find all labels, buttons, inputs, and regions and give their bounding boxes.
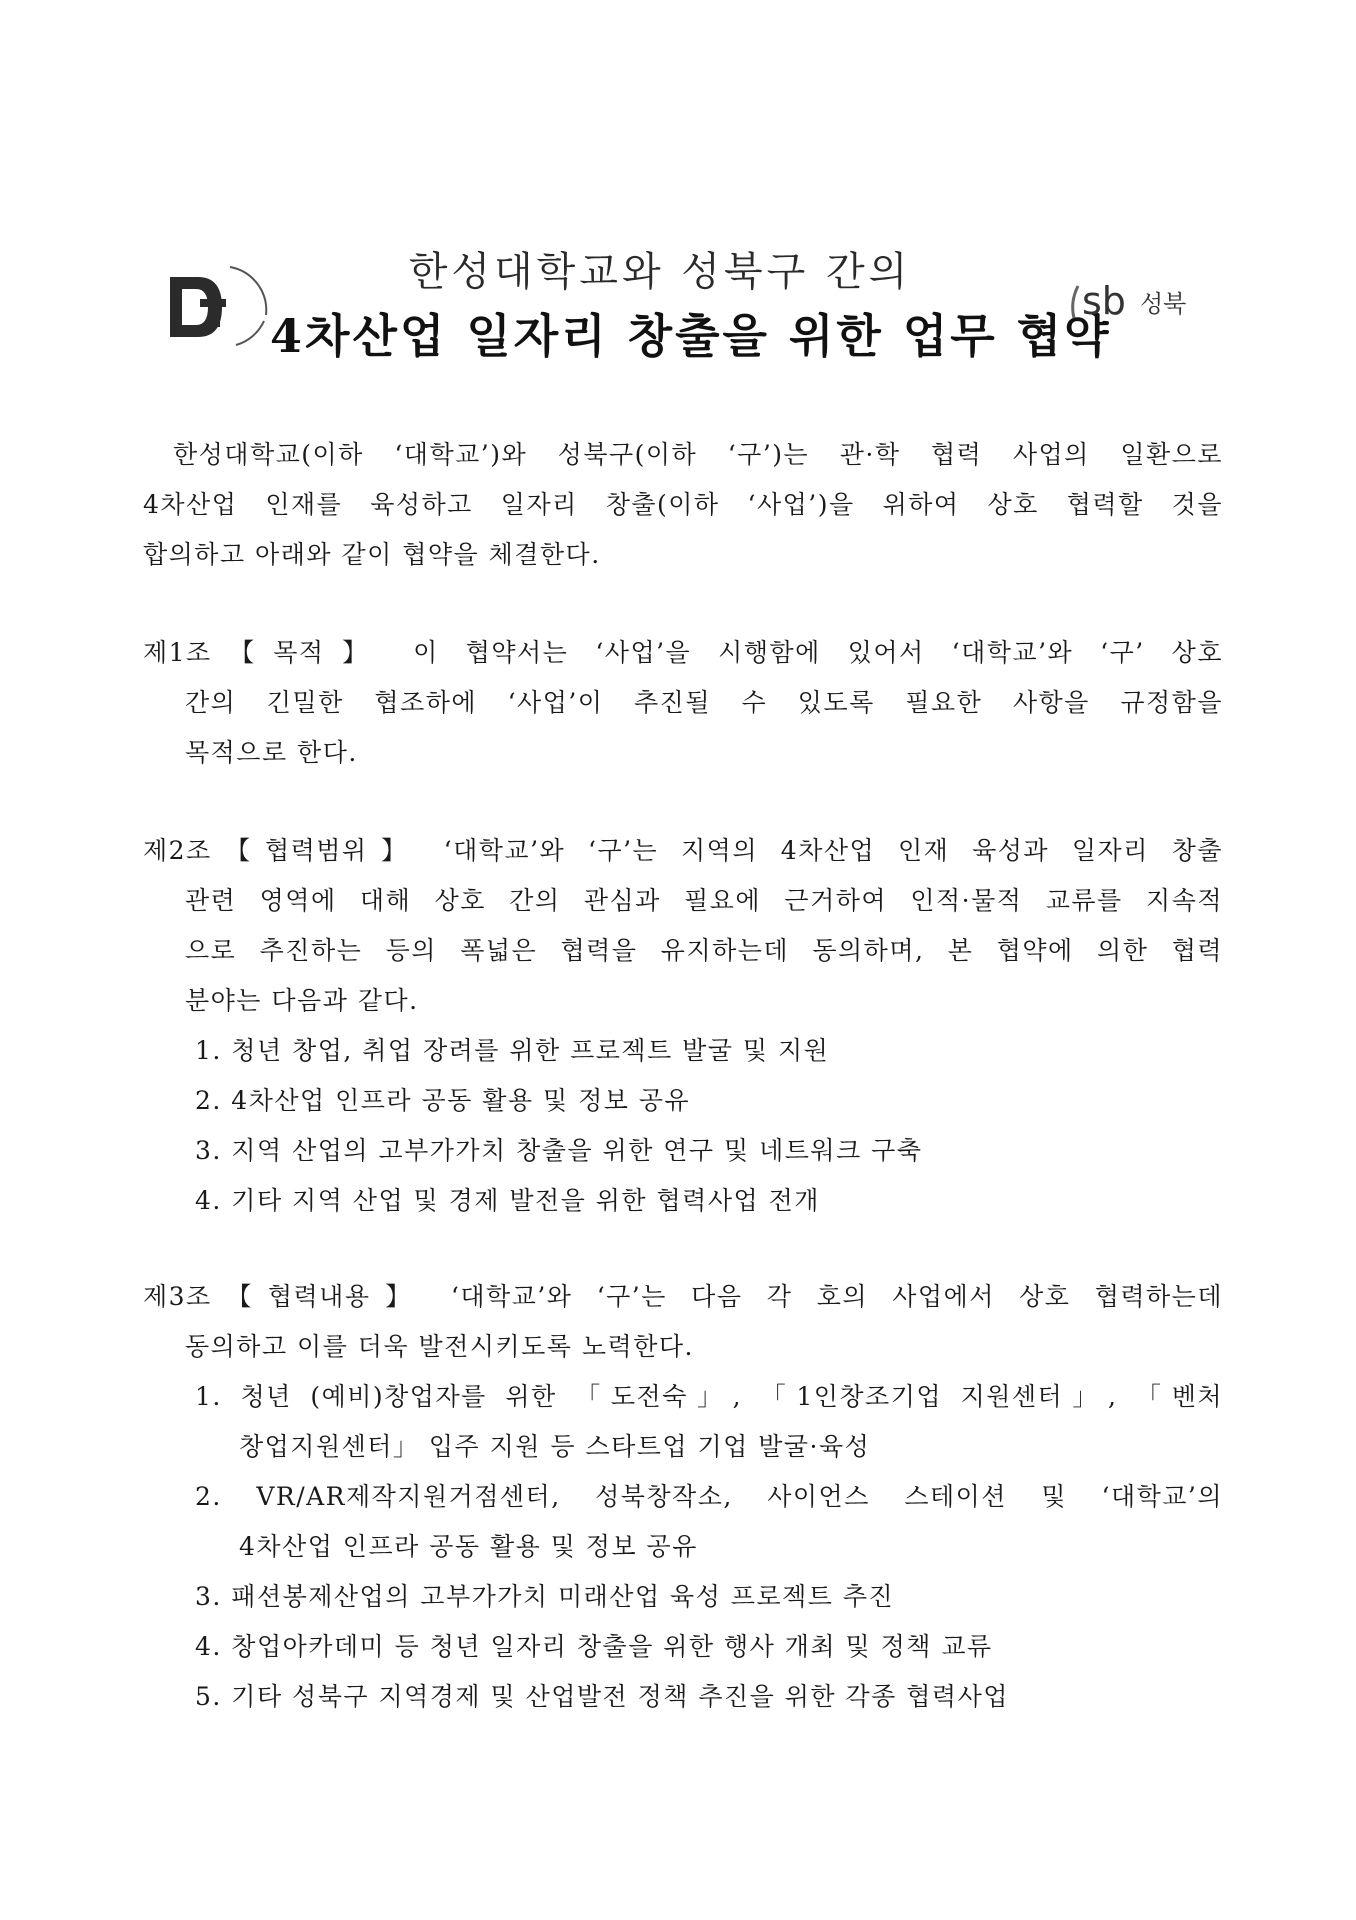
list-item: 1. 청년 창업, 취업 장려를 위한 프로젝트 발굴 및 지원 [195, 1036, 830, 1065]
article-line: 제1조【목적】 이 협약서는 ‘사업’을 시행함에 있어서 ‘대학교’와 ‘구’ 상호 [143, 638, 1223, 667]
article-line: 관련 영역에 대해 상호 간의 관심과 필요에 근거하여 인적·물적 교류를 지속적 [185, 886, 1223, 915]
list-item: 2. VR/AR제작지원거점센터, 성북창작소, 사이언스 스테이션 및 ‘대학교’의 [195, 1482, 1223, 1511]
article-3 [143, 1272, 1223, 1722]
svg-text:성북: 성북 [1140, 290, 1187, 318]
title-line-2: 4차산업 일자리 창출을 위한 업무 협약 [270, 309, 1112, 363]
article-line: 제3조【협력내용】 ‘대학교’와 ‘구’는 다음 각 호의 사업에서 상호 협력하는데 [143, 1282, 1223, 1311]
list-item: 3. 패션봉제산업의 고부가가치 미래산업 육성 프로젝트 추진 [195, 1582, 895, 1611]
article-1 [143, 628, 1223, 778]
svg-text:sb: sb [1082, 279, 1126, 323]
list-item-continuation: 4차산업 인프라 공동 활용 및 정보 공유 [239, 1532, 698, 1561]
article-line: 동의하고 이를 더욱 발전시키도록 노력한다. [185, 1332, 694, 1361]
list-item: 3. 지역 산업의 고부가가치 창출을 위한 연구 및 네트워크 구축 [195, 1136, 923, 1165]
seongbuk-sb-logo-icon [1068, 278, 1218, 324]
list-item: 4. 창업아카데미 등 청년 일자리 창출을 위한 행사 개최 및 정책 교류 [195, 1632, 993, 1661]
intro-paragraph [143, 430, 1223, 580]
intro-line: 4차산업 인재를 육성하고 일자리 창출(이하 ‘사업’)을 위하여 상호 협력할 것을 [143, 490, 1223, 519]
article-line: 으로 추진하는 등의 폭넓은 협력을 유지하는데 동의하며, 본 협약에 의한 협력 [185, 936, 1223, 965]
article-line: 제2조【협력범위】 ‘대학교’와 ‘구’는 지역의 4차산업 인재 육성과 일자리 창출 [143, 836, 1223, 865]
hansung-university-emblem-icon [160, 255, 280, 355]
list-item: 1. 청년 (예비)창업자를 위한 「도전숙」, 「1인창조기업 지원센터」, 「벤처 [195, 1382, 1223, 1411]
list-item: 2. 4차산업 인프라 공동 활용 및 정보 공유 [195, 1086, 691, 1115]
list-item: 5. 기타 성북구 지역경제 및 산업발전 정책 추진을 위한 각종 협력사업 [195, 1682, 1009, 1711]
list-item: 4. 기타 지역 산업 및 경제 발전을 위한 협력사업 전개 [195, 1186, 820, 1215]
article-line: 목적으로 한다. [185, 738, 358, 767]
intro-line: 한성대학교(이하 ‘대학교’)와 성북구(이하 ‘구’)는 관·학 협력 사업의 일환으로 [173, 440, 1223, 469]
article-line: 분야는 다음과 같다. [185, 986, 419, 1015]
article-line: 간의 긴밀한 협조하에 ‘사업’이 추진될 수 있도록 필요한 사항을 규정함을 [185, 688, 1223, 717]
article-2 [143, 826, 1223, 1226]
title-line-1: 한성대학교와 성북구 간의 [408, 249, 912, 295]
intro-line: 합의하고 아래와 같이 협약을 체결한다. [143, 540, 601, 569]
list-item-continuation: 창업지원센터」 입주 지원 등 스타트업 기업 발굴·육성 [239, 1432, 871, 1461]
